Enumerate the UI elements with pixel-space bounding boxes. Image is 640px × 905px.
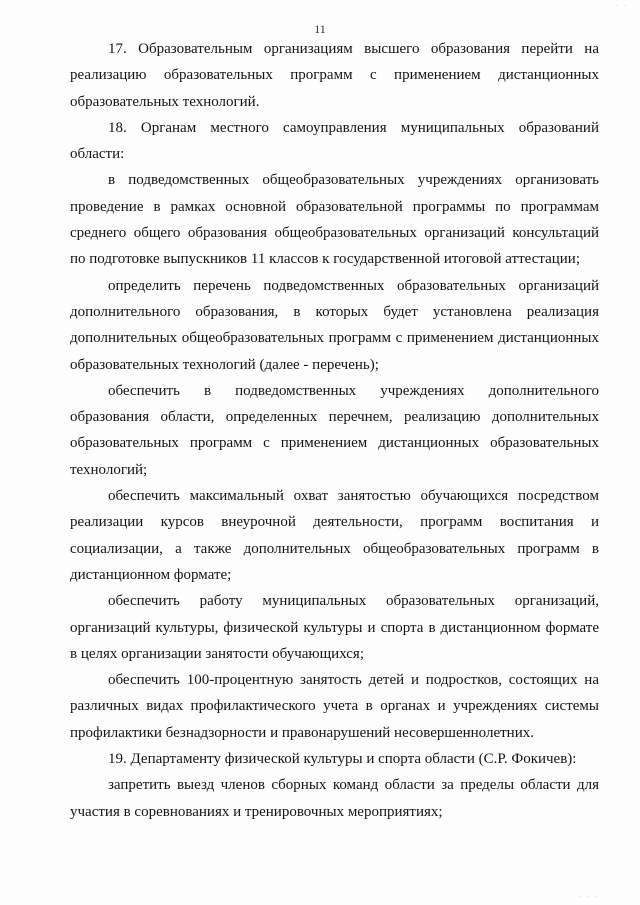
paragraph-18-prevention: обеспечить 100-процентную занятость детей и подростков, состоящих на различных видах профилактического учета в органах и учреждениях системы профилактики безнадзорности и правонарушений несовершеннолетних.: [70, 672, 599, 741]
paragraph-18-list: определить перечень подведомственных образовательных организаций дополнительного образования, в которых будет установлена реализация дополнительных общеобразовательных программ с применением дистанционных образовательных технологий (далее - перечень);: [70, 277, 599, 373]
paragraph-17: 17. Образовательным организациям высшего образования перейти на реализацию образовательных программ с применением дистанционных образовательных технологий.: [70, 41, 599, 110]
document-body: [70, 36, 599, 825]
paragraph-18-organizations: обеспечить работу муниципальных образовательных организаций, организаций культуры, физической культуры и спорта в дистанционном формате в целях организации занятости обучающихся;: [70, 593, 599, 662]
paragraph-19-ban: запретить выезд членов сборных команд области за пределы области для участия в соревнованиях и тренировочных мероприятиях;: [70, 777, 599, 820]
scan-artifact-top: · · ·: [606, 2, 628, 10]
paragraph-18-coverage: обеспечить максимальный охват занятостью обучающихся посредством реализации курсов внеурочной деятельности, программ воспитания и социализации, а также дополнительных общеобразовательных программ в дистанционном формате;: [70, 488, 599, 583]
paragraph-18-consultations: в подведомственных общеобразовательных учреждениях организовать проведение в рамках основной образовательной программы по программам среднего общего образования общеобразовательных организаций консультаций по подготовке выпускников 11 классов к государственной итоговой аттестации;: [70, 172, 599, 268]
paragraph-18-implementation: обеспечить в подведомственных учреждениях дополнительного образования области, определенных перечнем, реализацию дополнительных образовательных программ с применением дистанционных образовательных технологий;: [70, 382, 599, 478]
page-number: 11: [314, 22, 326, 36]
paragraph-18: 18. Органам местного самоуправления муниципальных образований области:: [70, 119, 599, 163]
paragraph-19: 19. Департаменту физической культуры и спорта области (С.Р. Фокичев):: [108, 751, 577, 768]
scan-artifact-bottom: · · ·: [578, 893, 600, 901]
